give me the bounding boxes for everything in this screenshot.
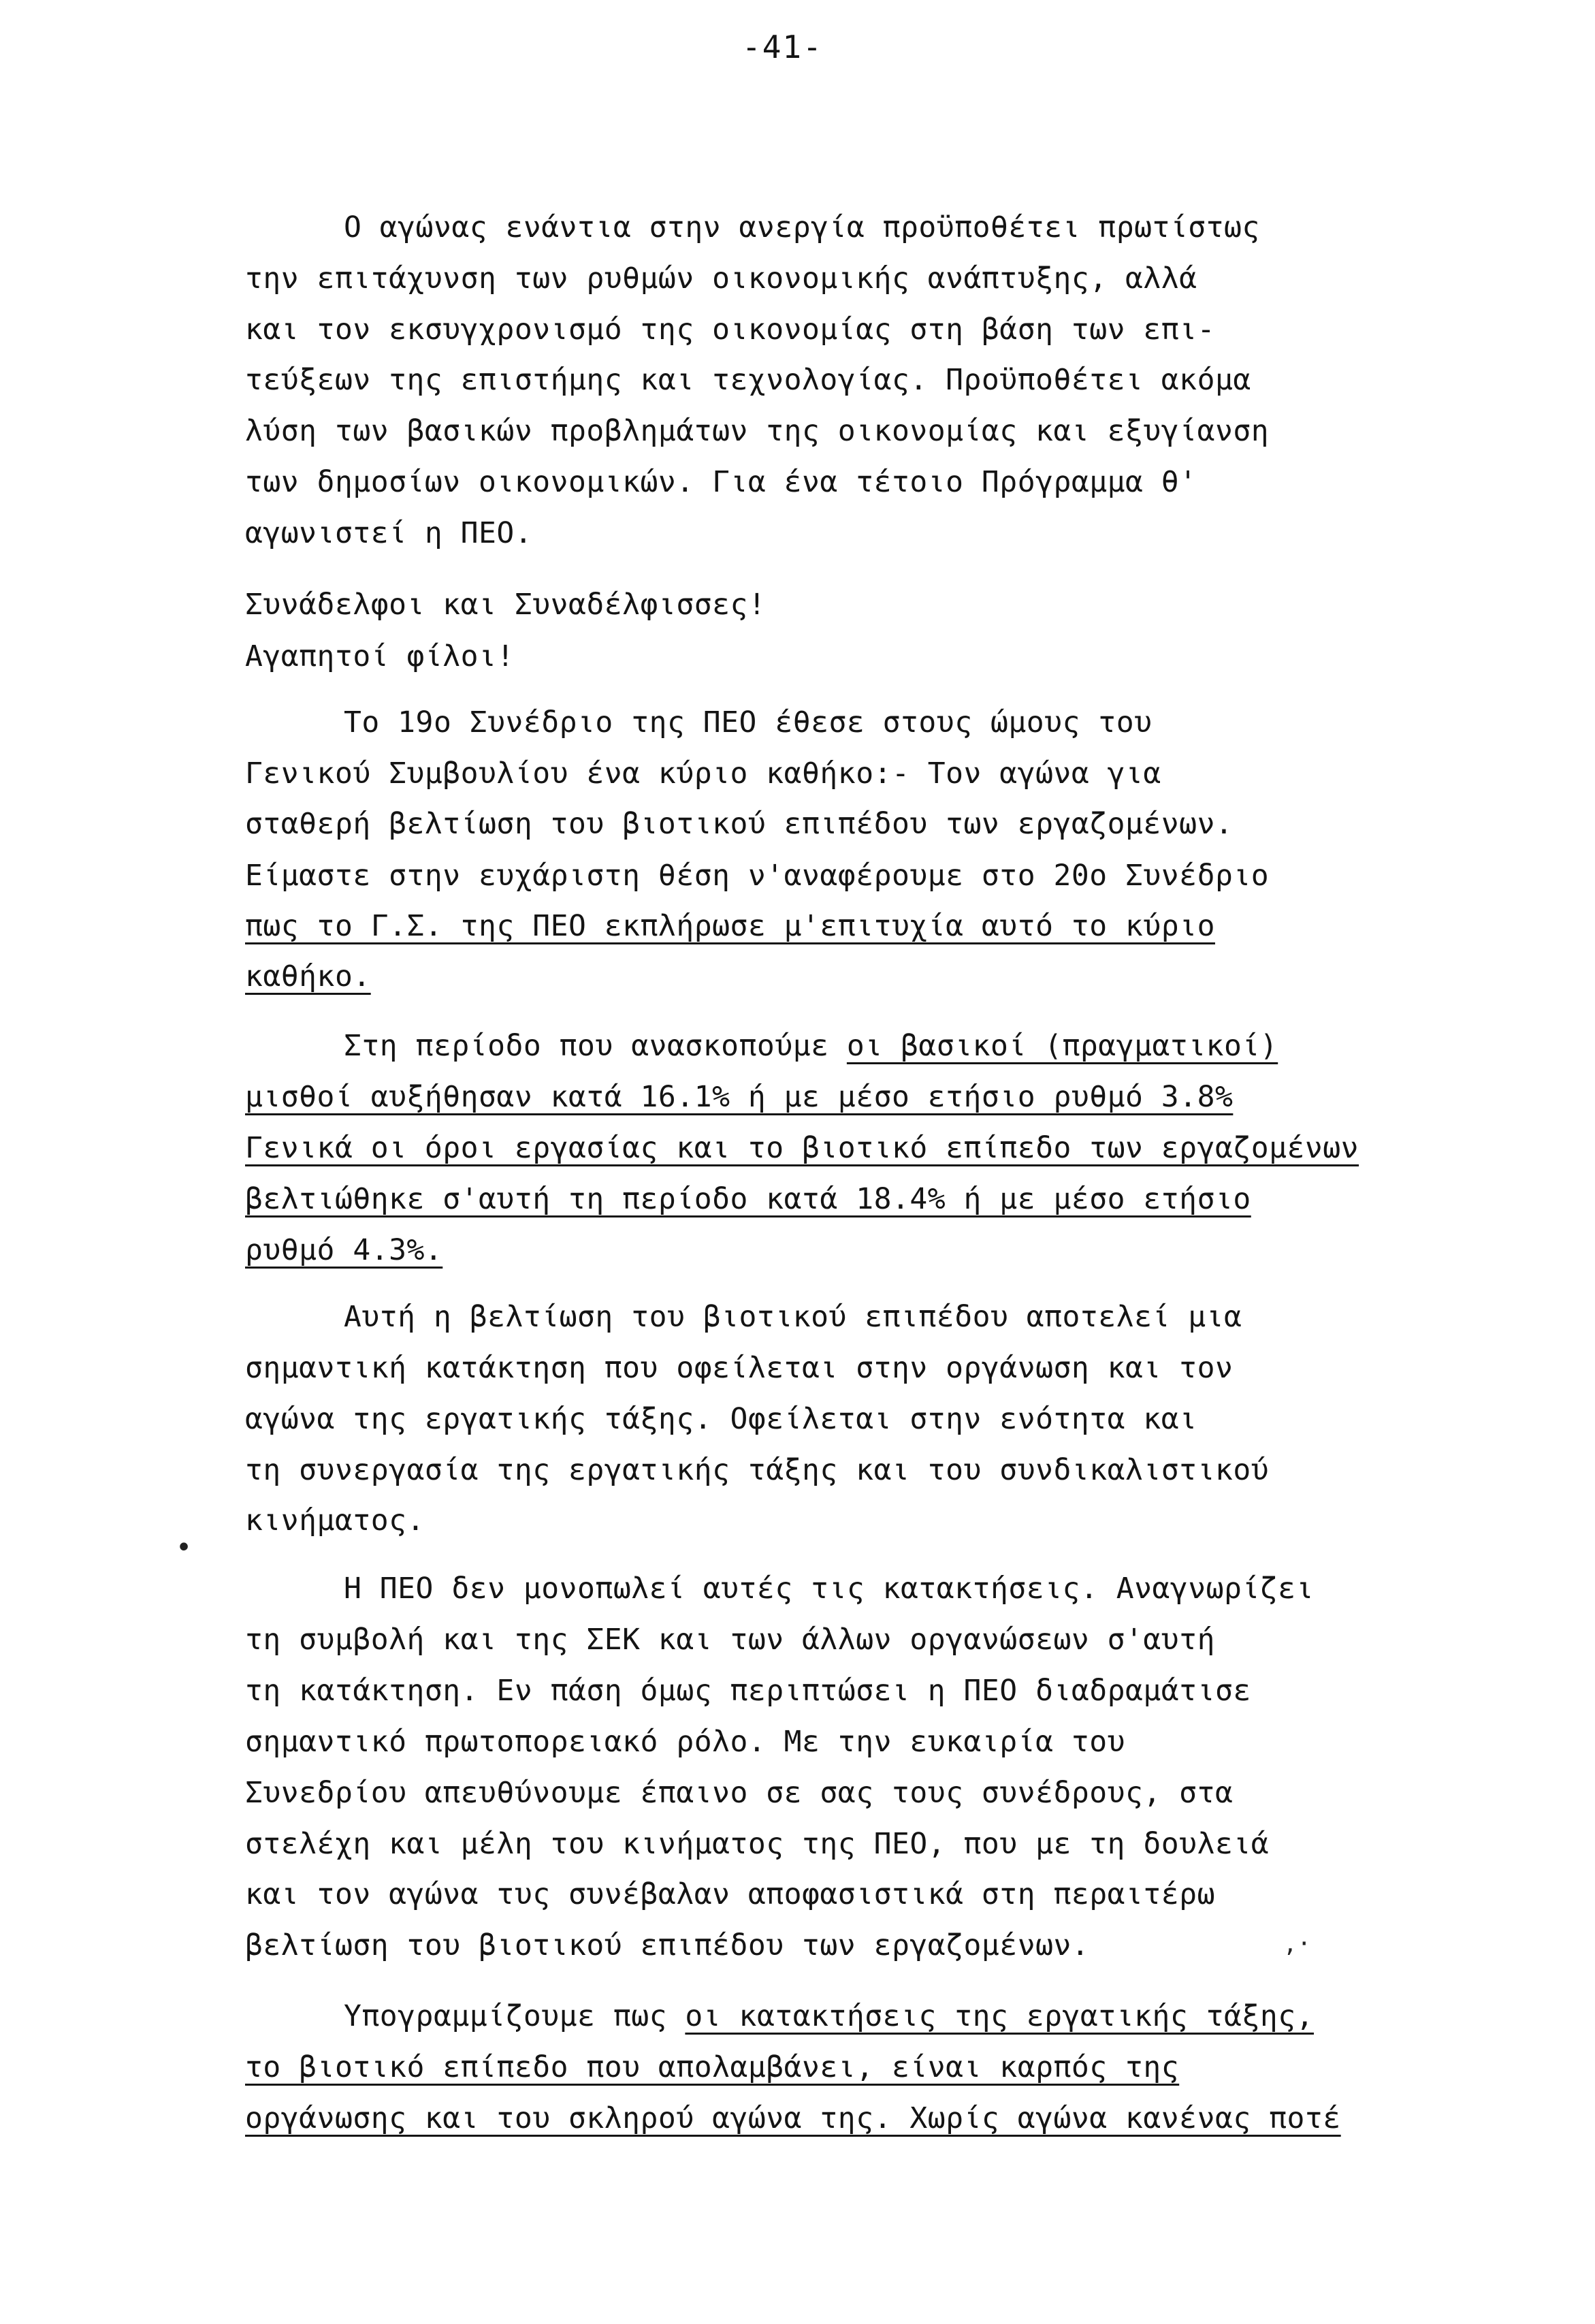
text-line: Είμαστε στην ευχάριστη θέση ν'αναφέρουμε στο 20ο Συνέδριο (245, 859, 1270, 893)
text-line: σημαντική κατάκτηση που οφείλεται στην οργάνωση και τον (245, 1351, 1234, 1385)
text-line: την επιτάχυνση των ρυθμών οικονομικής ανάπτυξης, αλλά (245, 261, 1197, 296)
text-line: τη κατάκτηση. Εν πάση όμως περιπτώσει η ΠΕΟ διαδραμάτισε (245, 1674, 1251, 1708)
text-line: Ο αγώνας ενάντια στην ανεργία προϋποθέτει πρωτίστως (344, 210, 1260, 244)
text-line (344, 1027, 1278, 1065)
text-line: τη συνεργασία της εργατικής τάξης και του συνδικαλιστικού (245, 1453, 1270, 1487)
text-line: λύση των βασικών προβλημάτων της οικονομίας και εξυγίανση (245, 414, 1270, 448)
margin-dot: • (176, 1532, 193, 1563)
text-line: στελέχη και μέλη του κινήματος της ΠΕΟ, που με τη δουλειά (245, 1827, 1270, 1861)
text-line: των δημοσίων οικονομικών. Για ένα τέτοιο Πρόγραμμα θ' (245, 465, 1197, 499)
text-line: τεύξεων της επιστήμης και τεχνολογίας. Προϋποθέτει ακόμα (245, 363, 1251, 397)
underlined-line: βελτιώθηκε σ'αυτή τη περίοδο κατά 18.4% ή με μέσο ετήσιο (245, 1182, 1251, 1216)
text-line: αγωνιστεί η ΠΕΟ. (245, 516, 533, 550)
text-line (344, 1997, 1314, 2035)
underlined-line: το βιοτικό επίπεδο που απολαμβάνει, είναι καρπός της (245, 2050, 1180, 2084)
underlined-line: καθήκο. (245, 959, 371, 993)
text-line: σημαντικό πρωτοπορειακό ρόλο. Με την ευκαιρία του (245, 1725, 1126, 1759)
page-number: -41- (742, 29, 823, 65)
underlined-fragment: οι βασικοί (πραγματικοί) (846, 1029, 1278, 1063)
text-line: Το 19ο Συνέδριο της ΠΕΟ έθεσε στους ώμους του (344, 705, 1153, 739)
underlined-line: μισθοί αυξήθησαν κατά 16.1% ή με μέσο ετήσιο ρυθμό 3.8% (245, 1080, 1234, 1114)
text-line: Η ΠΕΟ δεν μονοπωλεί αυτές τις κατακτήσεις. Αναγνωρίζει (344, 1572, 1314, 1606)
text-fragment: Στη περίοδο που ανασκοπούμε (344, 1029, 847, 1063)
text-line: Αυτή η βελτίωση του βιοτικού επιπέδου αποτελεί μια (344, 1300, 1242, 1334)
greeting-line: Συνάδελφοι και Συναδέλφισσες! (245, 588, 767, 622)
underlined-fragment: οι κατακτήσεις της εργατικής τάξης, (685, 1999, 1314, 2033)
text-line: Γενικού Συμβουλίου ένα κύριο καθήκο:- Τον αγώνα για (245, 757, 1161, 791)
text-line: κινήματος. (245, 1503, 425, 1538)
text-fragment: Υπογραμμίζουμε πως (344, 1999, 686, 2033)
text-line: τη συμβολή και της ΣΕΚ και των άλλων οργανώσεων σ'αυτή (245, 1623, 1215, 1657)
greeting-line: Αγαπητοί φίλοι! (245, 639, 515, 673)
underlined-line: ρυθμό 4.3%. (245, 1233, 443, 1267)
text-line: βελτίωση του βιοτικού επιπέδου των εργαζομένων. (245, 1928, 1090, 1962)
pen-mark: ‚· (1283, 1930, 1311, 1958)
underlined-line: Γενικά οι όροι εργασίας και το βιοτικό επίπεδο των εργαζομένων (245, 1131, 1359, 1165)
underlined-line: οργάνωσης και του σκληρού αγώνα της. Χωρίς αγώνα κανένας ποτέ (245, 2101, 1341, 2135)
text-line: και τον εκσυγχρονισμό της οικονομίας στη βάση των επι- (245, 313, 1215, 347)
underlined-line: πως το Γ.Σ. της ΠΕΟ εκπλήρωσε μ'επιτυχία αυτό το κύριο (245, 909, 1215, 943)
text-line: σταθερή βελτίωση του βιοτικού επιπέδου των εργαζομένων. (245, 807, 1234, 841)
text-line: και τον αγώνα τυς συνέβαλαν αποφασιστικά στη περαιτέρω (245, 1877, 1215, 1911)
text-line: αγώνα της εργατικής τάξης. Οφείλεται στην ενότητα και (245, 1402, 1197, 1436)
text-line: Συνεδρίου απευθύνουμε έπαινο σε σας τους συνέδρους, στα (245, 1776, 1234, 1810)
